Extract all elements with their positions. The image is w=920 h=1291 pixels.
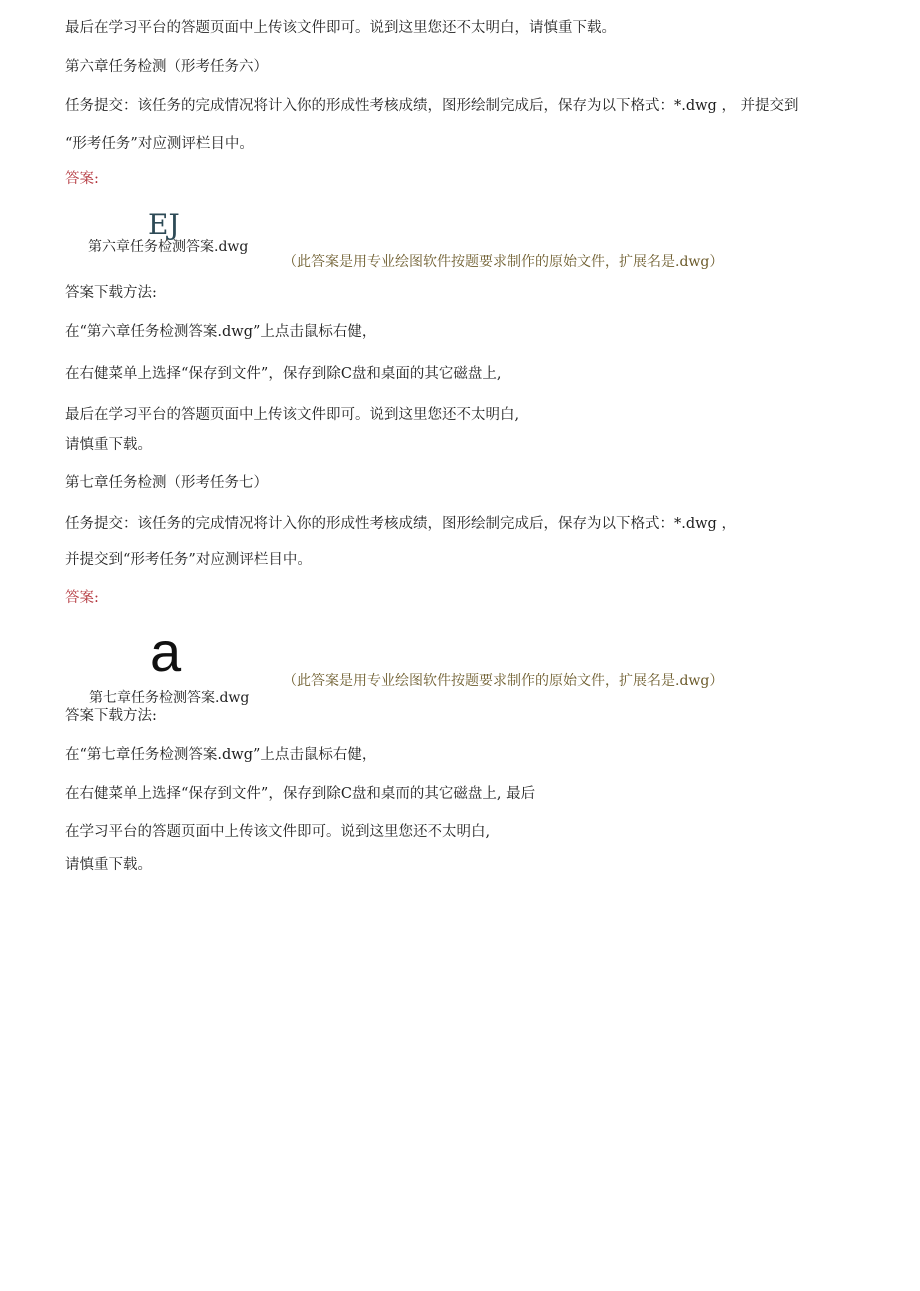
ch6-answer-label: 答案: [65, 171, 99, 187]
ch7-attachment-name[interactable]: 第七章任务检测答案.dwg [89, 690, 250, 706]
ch7-heading: 第七章任务检测（形考任务七） [65, 475, 268, 491]
dwg-file-icon[interactable]: EJ [148, 208, 180, 241]
ch7-step2: 在右健菜单上选择“保存到文件”，保存到除C盘和桌而的其它磁盘上, 最后 [65, 786, 536, 802]
ch7-step3: 在学习平台的答题页面中上传该文件即可。说到这里您还不太明白, [65, 824, 491, 840]
ch7-step1: 在“第七章任务检测答案.dwg”上点击鼠标右健， [65, 747, 377, 763]
ch6-method-title: 答案下载方法: [65, 285, 157, 301]
ch6-submit-line2: “形考任务”对应测评栏目中。 [65, 136, 254, 152]
ch7-submit-line2: 并提交到“形考任务”对应测评栏目中。 [65, 552, 312, 568]
ch7-submit-line1: 任务提交：该任务的完成情况将计入你的形成性考核成绩，图形绘制完成后，保存为以下格式：*.dwg ， [65, 516, 736, 532]
ch6-submit-line1: 任务提交：该任务的完成情况将计入你的形成性考核成绩，图形绘制完成后，保存为以下格式：*.dwg ， 并提交到 [65, 98, 799, 114]
ch7-answer-label: 答案: [65, 590, 99, 606]
ch7-step4: 请慎重下载。 [65, 857, 152, 873]
ch6-heading: 第六章任务检测（形考任务六） [65, 59, 268, 75]
dwg-file-icon[interactable]: a [150, 620, 182, 683]
ch6-step4: 请慎重下载。 [65, 437, 152, 453]
ch7-attachment-note: （此答案是用专业绘图软件按题要求制作的原始文件，扩展名是.dwg） [283, 673, 724, 689]
ch6-step2: 在右健菜单上选择“保存到文件”，保存到除C盘和桌面的其它磁盘上, [65, 366, 502, 382]
ch6-step1: 在“第六章任务检测答案.dwg”上点击鼠标右健， [65, 324, 377, 340]
ch6-attachment-note: （此答案是用专业绘图软件按题要求制作的原始文件，扩展名是.dwg） [283, 254, 724, 270]
ch6-step3: 最后在学习平台的答题页面中上传该文件即可。说到这里您还不太明白, [65, 407, 520, 423]
ch6-attachment-name[interactable]: 第六章任务检测答案.dwg [88, 239, 249, 255]
paragraph-prev-end: 最后在学习平台的答题页面中上传该文件即可。说到这里您还不太明白，请慎重下载。 [65, 20, 616, 36]
ch7-method-title: 答案下载方法: [65, 708, 157, 724]
